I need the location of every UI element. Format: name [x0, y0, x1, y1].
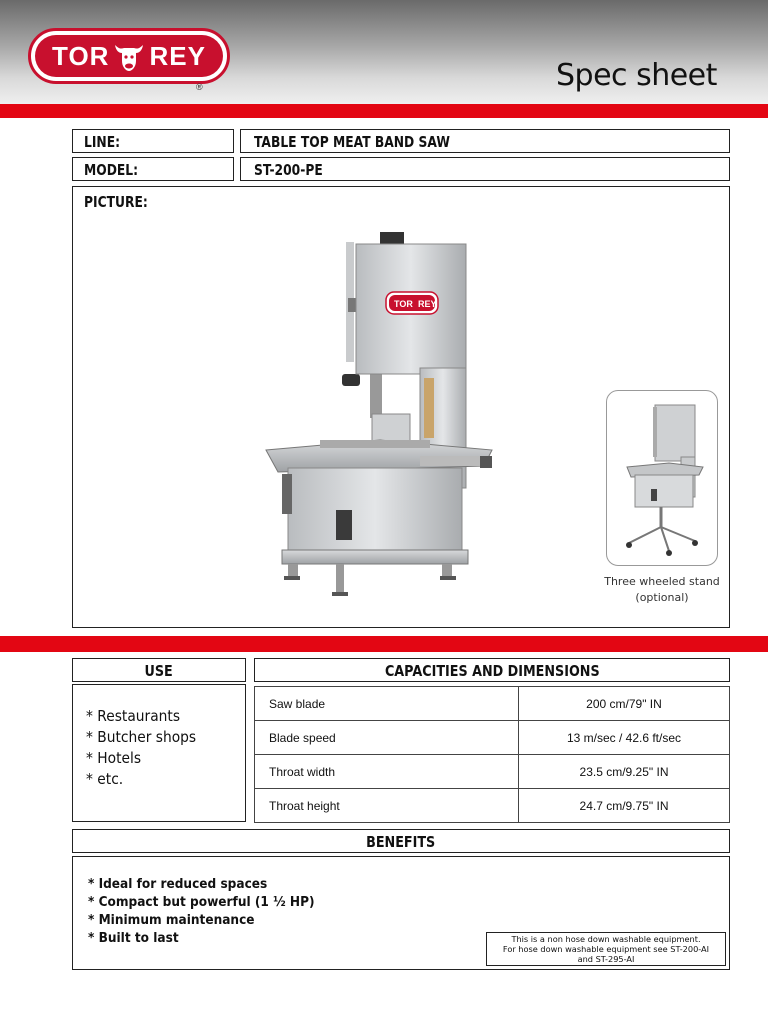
spec-label: Blade speed	[255, 721, 519, 755]
benefits-list	[88, 875, 340, 947]
benefit-item: * Minimum maintenance	[88, 912, 255, 928]
red-band-middle	[0, 636, 768, 652]
three-wheeled-stand-image	[607, 391, 717, 565]
spec-value: 24.7 cm/9.75" IN	[519, 789, 730, 823]
stand-caption-line2: (optional)	[635, 591, 689, 604]
use-heading: USE	[144, 662, 174, 680]
band-saw-image	[260, 228, 496, 612]
washable-note	[486, 932, 726, 966]
use-item: * Restaurants	[86, 707, 181, 725]
spec-label: Saw blade	[255, 687, 519, 721]
logo-inner	[35, 35, 223, 77]
spec-value: 13 m/sec / 42.6 ft/sec	[519, 721, 730, 755]
use-item: * etc.	[86, 770, 124, 788]
stand-photo-frame	[606, 390, 718, 566]
spec-value: 200 cm/79" IN	[519, 687, 730, 721]
note-line2: For hose down washable equipment see ST-200-AI	[502, 944, 710, 954]
use-list	[86, 706, 206, 790]
capacities-heading: CAPACITIES AND DIMENSIONS	[384, 662, 600, 680]
line-value-cell	[240, 129, 730, 153]
model-value-cell	[240, 157, 730, 181]
benefit-item: * Ideal for reduced spaces	[88, 876, 268, 892]
note-line3: and ST-295-AI	[577, 954, 635, 964]
line-label-cell	[72, 129, 234, 153]
model-label: MODEL:	[84, 161, 139, 179]
table-row	[255, 721, 730, 755]
benefit-item: * Compact but powerful (1 ½ HP)	[88, 894, 315, 910]
use-heading-cell	[72, 658, 246, 682]
capacities-table	[254, 686, 730, 823]
machine-badge-right: REY	[418, 299, 437, 309]
stand-caption	[596, 574, 728, 606]
stand-caption-line1: Three wheeled stand	[604, 575, 720, 588]
benefits-heading: BENEFITS	[366, 833, 436, 851]
table-row	[255, 687, 730, 721]
machine-badge-left: TOR	[394, 299, 413, 309]
spec-label: Throat width	[255, 755, 519, 789]
logo-text-left: TOR	[52, 40, 110, 71]
benefits-heading-cell	[72, 829, 730, 853]
model-value: ST-200-PE	[254, 161, 323, 179]
note-line1: This is a non hose down washable equipment.	[511, 934, 701, 944]
header-banner	[0, 0, 768, 104]
torrey-logo	[28, 28, 230, 84]
picture-label: PICTURE:	[84, 193, 148, 211]
benefit-item: * Built to last	[88, 930, 179, 946]
spec-label: Throat height	[255, 789, 519, 823]
bull-head-icon	[113, 39, 145, 73]
line-label: LINE:	[84, 133, 121, 151]
page-title: Spec sheet	[556, 58, 717, 93]
registered-mark: ®	[196, 82, 203, 92]
line-value: TABLE TOP MEAT BAND SAW	[254, 133, 450, 151]
use-item: * Butcher shops	[86, 728, 197, 746]
model-label-cell	[72, 157, 234, 181]
capacities-heading-cell	[254, 658, 730, 682]
red-band-top	[0, 104, 768, 118]
use-item: * Hotels	[86, 749, 142, 767]
logo-text-right: REY	[149, 40, 206, 71]
table-row	[255, 789, 730, 823]
spec-value: 23.5 cm/9.25" IN	[519, 755, 730, 789]
table-row	[255, 755, 730, 789]
